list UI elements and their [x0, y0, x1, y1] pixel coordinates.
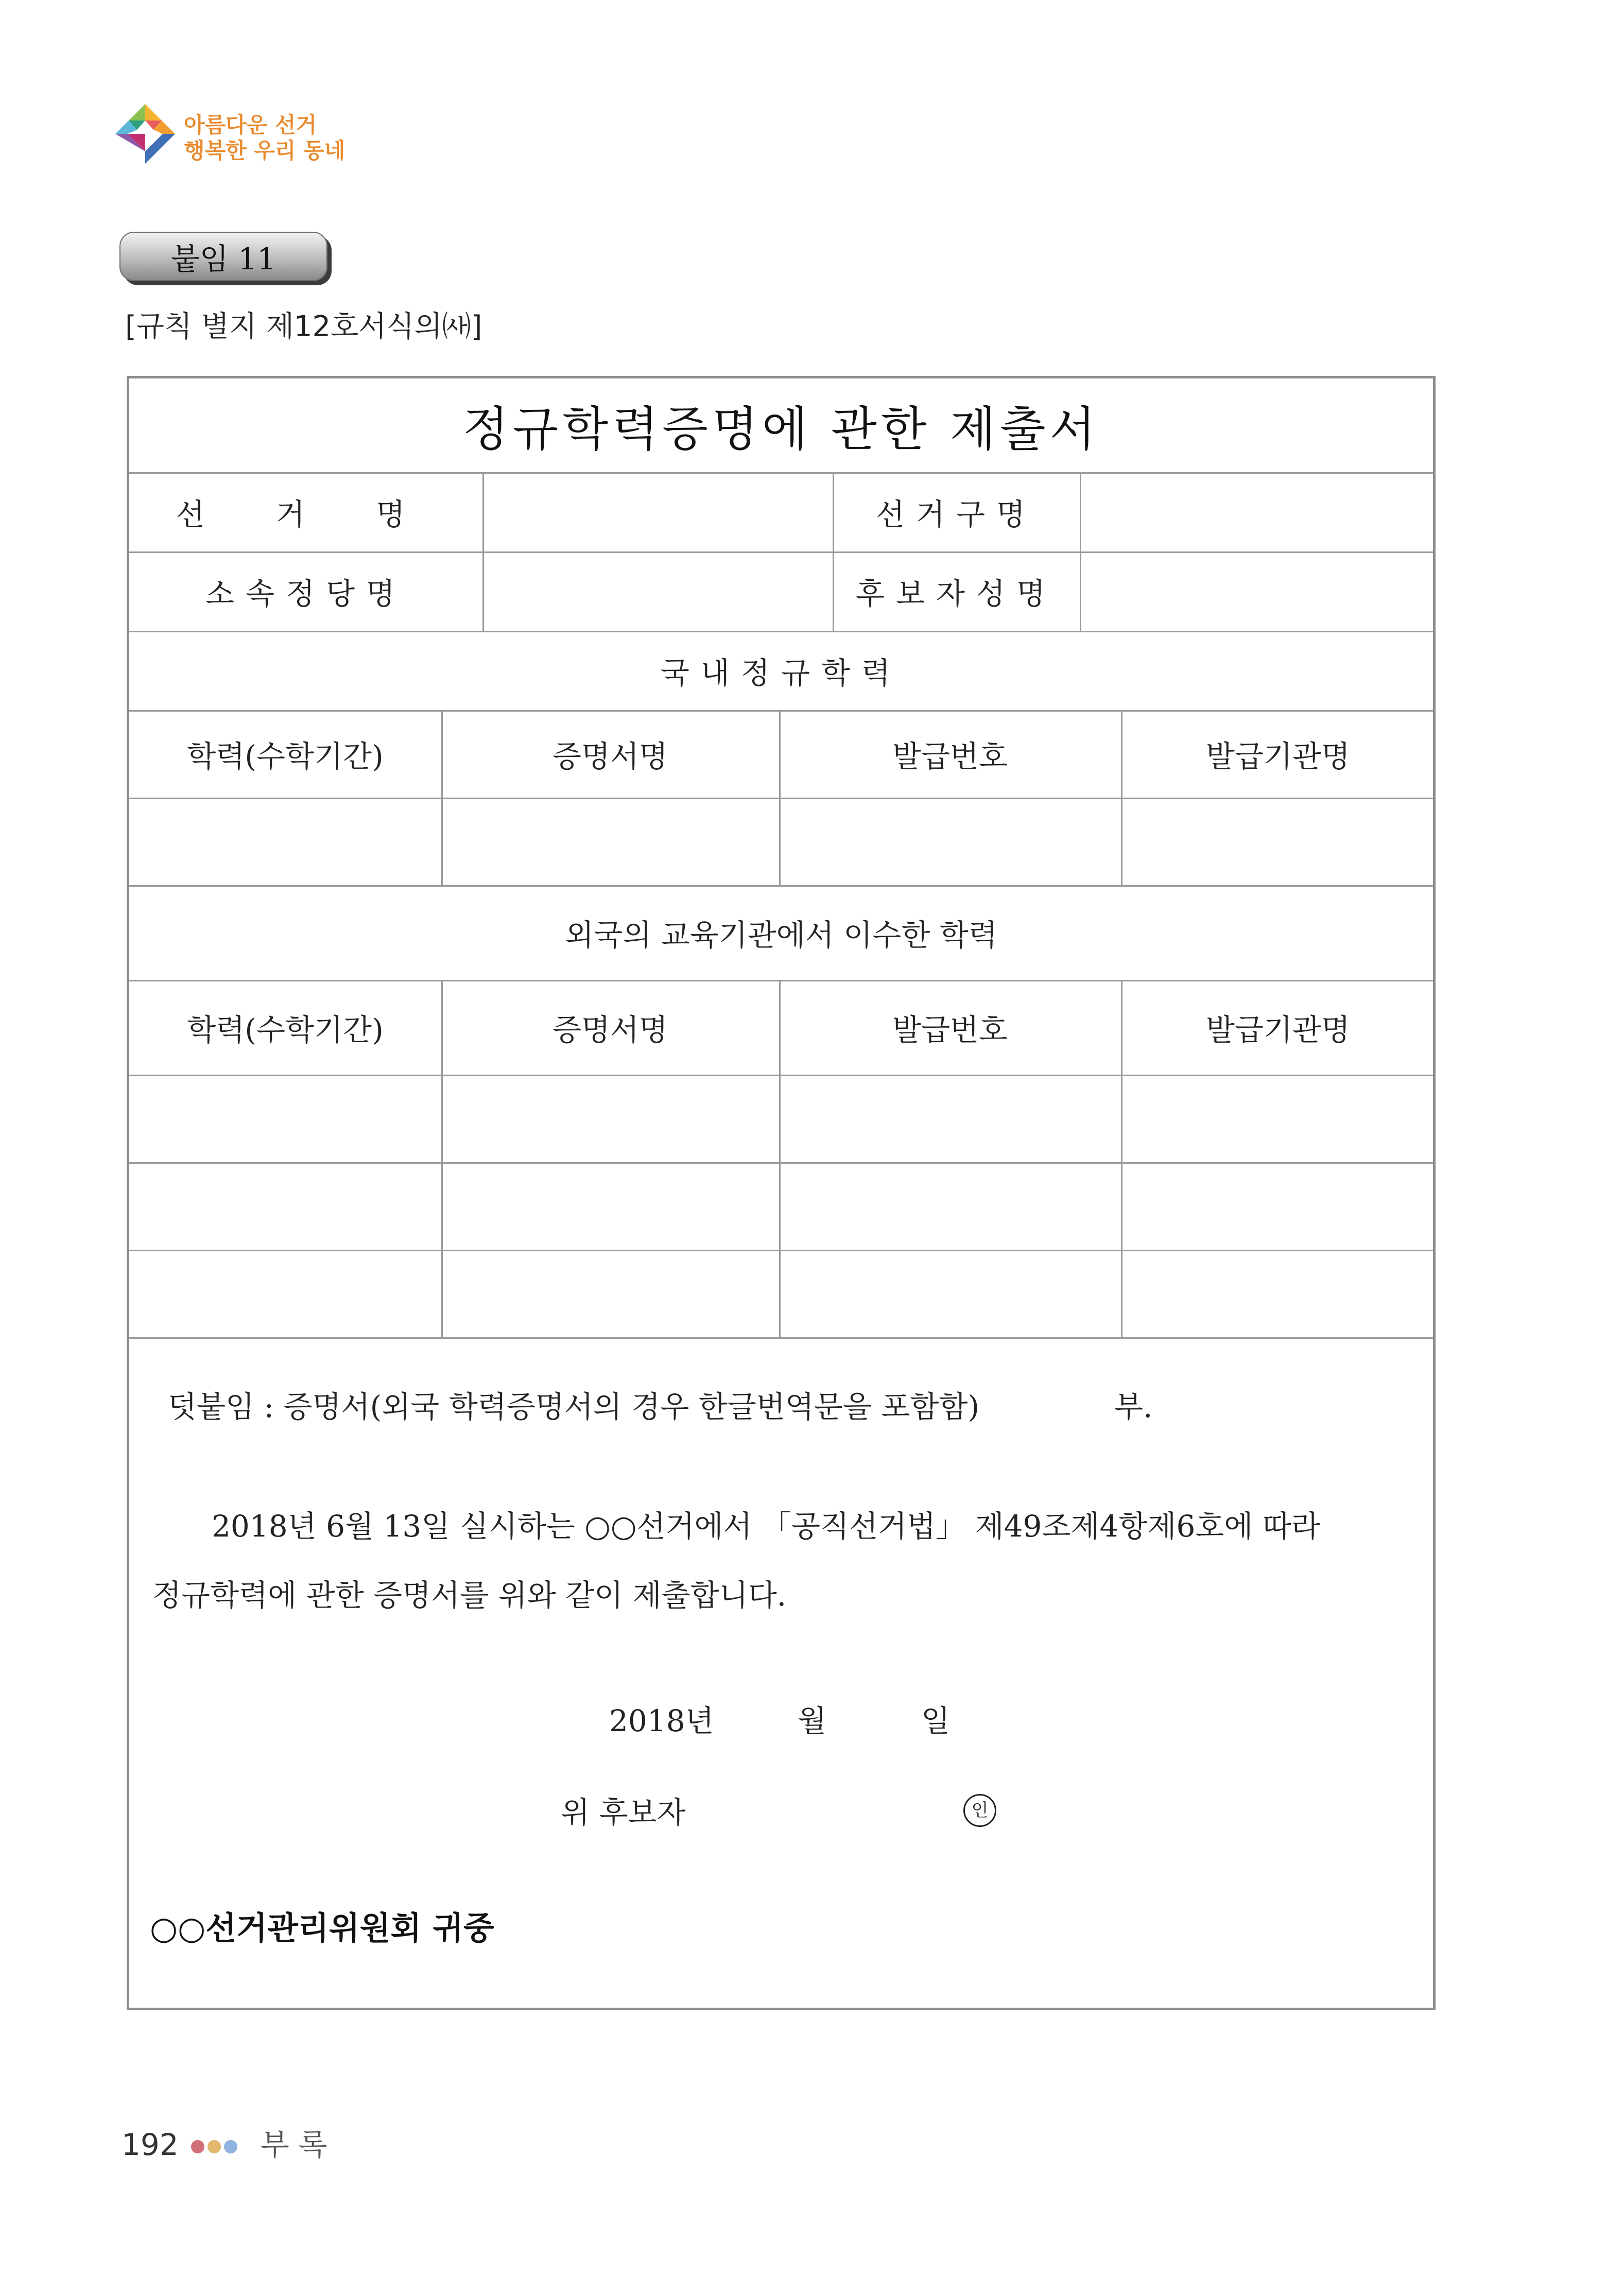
date-day: 일	[921, 1703, 951, 1738]
seal-mark: 인	[963, 1794, 996, 1827]
column-header: 증명서명	[552, 1012, 668, 1047]
table-cell[interactable]	[441, 1075, 779, 1162]
table-cell[interactable]	[1121, 1250, 1435, 1337]
footer-dot-icon	[224, 2140, 237, 2153]
submission-form	[127, 376, 1436, 2010]
section-name: 부록	[260, 2127, 337, 2162]
column-header: 발급번호	[892, 1012, 1008, 1047]
column-header: 학력(수학기간)	[187, 1012, 384, 1047]
domestic-education-heading: 국내정규학력	[660, 655, 902, 691]
attachment-badge	[119, 232, 327, 281]
statement-line-2: 정규학력에 관한 증명서를 위와 같이 제출합니다.	[152, 1578, 787, 1613]
column-header: 발급번호	[892, 739, 1008, 774]
logo-line-2: 행복한 우리 동네	[184, 138, 345, 163]
statement-line-1: 2018년 6월 13일 실시하는 ○○선거에서 「공직선거법」 제49조제4항제6호에 따라	[212, 1509, 1320, 1544]
election-name-field[interactable]	[482, 472, 833, 551]
page-number: 192	[122, 2127, 179, 2162]
table-cell[interactable]	[779, 798, 1121, 885]
table-cell[interactable]	[779, 1162, 1121, 1250]
column-header: 증명서명	[552, 739, 668, 774]
form-title: 정규학력증명에 관한 제출서	[462, 402, 1100, 457]
table-cell[interactable]	[129, 1250, 441, 1337]
table-cell[interactable]	[1121, 1075, 1435, 1162]
column-header: 발급기관명	[1205, 739, 1351, 774]
candidate-field[interactable]	[1080, 551, 1435, 631]
table-cell[interactable]	[129, 1075, 441, 1162]
table-cell[interactable]	[779, 1075, 1121, 1162]
table-cell[interactable]	[129, 798, 441, 885]
district-field[interactable]	[1080, 472, 1435, 551]
election-logo	[114, 103, 345, 170]
table-cell[interactable]	[1121, 1162, 1435, 1250]
footer-dot-icon	[208, 2140, 221, 2153]
column-header: 학력(수학기간)	[187, 739, 384, 774]
candidate-label: 후보자성명	[855, 576, 1057, 611]
rule-reference: [규칙 별지 제12호서식의㈔]	[125, 310, 482, 343]
column-header: 발급기관명	[1205, 1012, 1351, 1047]
badge-label: 붙임 11	[170, 241, 277, 277]
addressee: ○○선거관리위원회 귀중	[150, 1909, 494, 1947]
page-footer	[122, 2120, 337, 2164]
table-cell[interactable]	[441, 1250, 779, 1337]
date-year: 2018년	[609, 1703, 714, 1738]
logo-mark-icon	[114, 103, 176, 165]
date-month: 월	[798, 1703, 827, 1738]
table-cell[interactable]	[441, 798, 779, 885]
party-label: 소속정당명	[205, 576, 407, 611]
attachment-note: 덧붙임 : 증명서(외국 학력증명서의 경우 한글번역문을 포함함)	[168, 1389, 980, 1424]
table-cell[interactable]	[779, 1250, 1121, 1337]
footer-dot-icon	[191, 2140, 204, 2153]
table-cell[interactable]	[1121, 798, 1435, 885]
party-field[interactable]	[482, 551, 833, 631]
district-label: 선거구명	[875, 497, 1037, 532]
election-name-label: 선 거 명	[176, 497, 436, 532]
logo-line-1: 아름다운 선거	[184, 112, 317, 137]
foreign-education-heading: 외국의 교육기관에서 이수한 학력	[565, 918, 997, 953]
table-cell[interactable]	[129, 1162, 441, 1250]
attachment-unit: 부.	[1114, 1389, 1153, 1424]
table-cell[interactable]	[441, 1162, 779, 1250]
signer-label: 위 후보자	[561, 1795, 686, 1830]
